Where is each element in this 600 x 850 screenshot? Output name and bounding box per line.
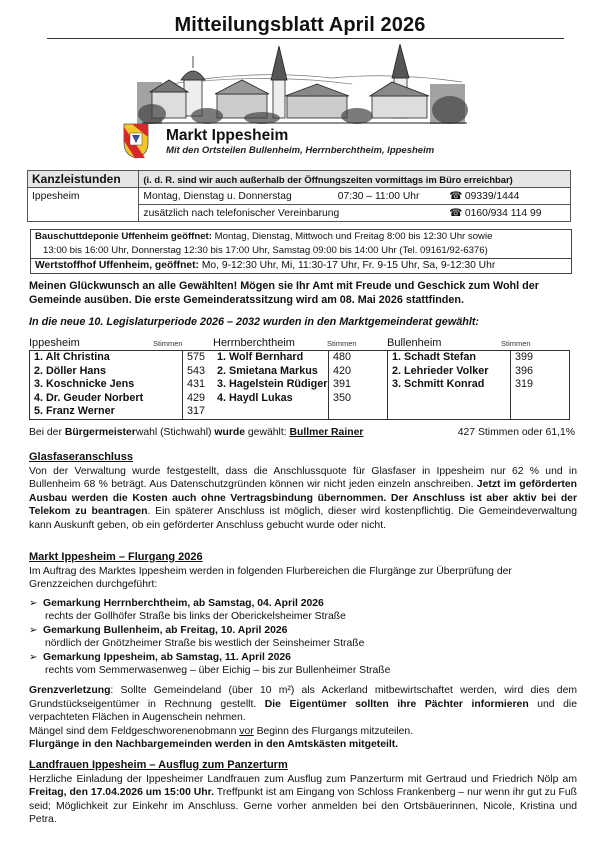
town-subtitle: Mit den Ortsteilen Bullenheim, Herrnberchtheim, Ippesheim [166, 145, 435, 156]
landfrauen-section [29, 759, 577, 827]
council-member: 3. Hagelstein Rüdiger 391 [213, 378, 388, 392]
town-name: Markt Ippesheim [166, 127, 289, 144]
arrow-bullet-icon: ➢ [29, 651, 38, 663]
council-group-ippesheim [29, 337, 214, 420]
wertstoff-label: Wertstoffhof Uffenheim, geöffnet: [35, 260, 199, 271]
council-group-herrnberchtheim [213, 337, 388, 420]
glasfaser-section [29, 451, 577, 533]
office-hours-title: Kanzleistunden [28, 171, 139, 188]
deponie-label: Bauschuttdeponie Uffenheim geöffnet: [35, 231, 212, 242]
council-place: Ippesheim [29, 337, 80, 349]
flurgang-section [29, 551, 577, 592]
glasfaser-title: Glasfaseranschluss [29, 451, 133, 463]
office-hours-note: (i. d. R. sind wir auch außerhalb der Öffnungszeiten vormittags im Büro erreichbar) [139, 171, 571, 188]
flurgang-list: ➢ Gemarkung Herrnberchtheim, ab Samstag, 04. April 2026 rechts der Gollhöfer Straße bis links der Oberickelsheimer Straße ➢ Gemarkung Bullenheim, ab Freitag, 10. April 2026 nördlich der Gnötzheimer Straße bis westlich der Seinsheimer Straße ➢ Gemarkung Ippesheim, ab Samstag, 11. April 2026 rechts vom Semmerwasenweg – über Eichig – bis zur Bullenheimer Straße [29, 598, 391, 677]
council-member: 1. Schadt Stefan 399 [392, 351, 534, 363]
phone-number-1: 09339/1444 [464, 191, 520, 202]
office-hours-table [27, 170, 571, 222]
arrow-bullet-icon: ➢ [29, 598, 38, 609]
coat-of-arms-icon [123, 123, 149, 159]
flurgang-item: ➢ Gemarkung Herrnberchtheim, ab Samstag, 04. April 2026 [29, 598, 324, 609]
deponie-hours-1: Montag, Dienstag, Mittwoch und Freitag 8:00 bis 12:30 Uhr sowie [211, 231, 493, 242]
votes-label: Stimmen [327, 339, 357, 348]
village-skyline-illustration [132, 44, 472, 124]
council-member: 5. Franz Werner 317 [34, 405, 206, 417]
council-member: 1. Alt Christina 575 [34, 351, 206, 363]
council-intro: In die neue 10. Legislaturperiode 2026 – 2032 wurden in den Marktgemeinderat gewählt: [29, 316, 480, 328]
flurgang-intro: Im Auftrag des Marktes Ippesheim werden in folgenden Flurbereichen die Flurgänge zur Überprüfung der Grenzzeichen durchgeführt: [29, 565, 512, 591]
flurgang-item: ➢ Gemarkung Bullenheim, ab Freitag, 10. April 2026 [29, 624, 288, 636]
office-days: Montag, Dienstag u. Donnerstag [139, 188, 334, 205]
nachbar-text: Flurgänge in den Nachbargemeinden werden in den Amtskästen mitgeteilt. [29, 739, 399, 750]
office-hours-time: 07:30 – 11:00 Uhr [334, 188, 445, 205]
arrow-bullet-icon: ➢ [29, 624, 38, 636]
council-member: 1. Wolf Bernhard 480 [213, 351, 388, 365]
votes-label: Stimmen [153, 339, 183, 348]
mayor-election: Bei der Bürgermeisterwahl (Stichwahl) wurde gewählt: Bullmer Rainer 427 Stimmen oder 61,1% [29, 427, 575, 438]
waste-disposal-box [30, 229, 572, 274]
deponie-row-2 [31, 244, 571, 258]
council-group-bullenheim [387, 337, 570, 420]
phone-number-2: 0160/934 114 99 [464, 208, 542, 219]
council-member: 4. Dr. Geuder Norbert 429 [34, 391, 206, 404]
council-place: Herrnberchtheim [213, 337, 295, 349]
mayor-name: Bullmer Rainer [289, 427, 364, 438]
wertstoff-row [31, 258, 571, 273]
council-member: 2. Döller Hans 543 [34, 364, 206, 377]
office-phone-1 [445, 188, 570, 205]
mayor-result: 427 Stimmen oder 61,1% [457, 427, 575, 438]
council-member: 2. Lehrieder Volker 396 [392, 364, 534, 377]
phone-icon: ☎ [449, 208, 463, 219]
maengel-text: Mängel sind dem Feldgeschworenenobmann vor Beginn des Flurgangs mitzuteilen. [29, 726, 414, 737]
votes-label: Stimmen [501, 339, 531, 348]
council-member: 3. Schmitt Konrad 319 [392, 378, 534, 390]
phone-icon: ☎ [449, 191, 463, 202]
office-phone-2 [445, 205, 570, 222]
congrats-text: Meinen Glückwunsch an alle Gewählten! Mögen sie Ihr Amt mit Freude und Geschick zum Wohl der Gemeinde ausüben. Die erste Gemeinderatssitzung wird am 08. Mai 2026 stattfinden. [29, 280, 539, 306]
council-place: Bullenheim [387, 337, 442, 349]
wertstoff-hours: Mo, 9-12:30 Uhr, Mi, 11:30-17 Uhr, Fr. 9-15 Uhr, Sa, 9-12:30 Uhr [198, 260, 496, 271]
office-extra: zusätzlich nach telefonischer Vereinbarung [139, 205, 445, 222]
council-member: 4. Haydl Lukas 350 [213, 392, 388, 406]
office-location: Ippesheim [28, 188, 139, 205]
page-title: Mitteilungsblatt April 2026 [174, 14, 426, 36]
landfrauen-title: Landfrauen Ippesheim – Ausflug zum Panzerturm [29, 759, 288, 771]
title-divider [47, 38, 564, 39]
deponie-row [31, 230, 571, 244]
deponie-hours-2: 13:00 bis 16:00 Uhr, Donnerstag 12:30 bis 17:00 Uhr, Samstag 09:00 bis 14:00 Uhr (Tel. 09161/92-6376) [43, 245, 488, 256]
flurgang-title: Markt Ippesheim – Flurgang 2026 [29, 551, 203, 563]
council-member: 3. Koschnicke Jens 431 [34, 378, 206, 390]
council-member: 2. Smietana Markus 420 [213, 365, 388, 379]
flurgang-item: ➢ Gemarkung Ippesheim, ab Samstag, 11. April 2026 [29, 651, 291, 663]
landfrauen-text: Herzliche Einladung der Ippesheimer Landfrauen zum Ausflug zum Panzerturm mit Gertraud und Friedrich Nölp am Freitag, den 17.04.2026 um 15:00 Uhr. Treffpunkt ist am Eingang von Schloss Frankenberg – nur wenn ihr gut zu Fuß seid; Möglichkeit zur Einkehr im Anschluss. Gerne vorher anmelden bei den Ortsbäuerinnen, Nicole, Kristina und Petra. [29, 773, 578, 826]
glasfaser-text: Von der Verwaltung wurde festgestellt, dass die Anschlussquote für Glasfaser in Ippesheim nur 62 % und in Bullenheim 68 % beträgt. Aus Datenschutzgründen können wir nicht jeden einzeln anschreiben. Jetzt im geförderten Ausbau werden die Kosten auch ohne Vertragsbindung übernommen. Der Anschluss ist aber aktiv bei der Telekom zu beantragen. Ein späterer Anschluss ist möglich, dieser wird kostenpflichtig. Die Gemeindeverwaltung kann Auskunft geben, ob ein geförderter Anschluss gebucht wurde oder nicht. [29, 465, 577, 531]
grenzverletzung-text: Grenzverletzung: Sollte Gemeindeland (über 10 m²) als Ackerland mitbewirtschaftet werden, wird dies dem Grundstückseigentümer in Rechnung gestellt. Die Eigentümer sollten ihre Pächter informieren und die verpachteten Flächen in Augenschein nehmen. [29, 685, 577, 724]
office-location-empty [28, 205, 139, 222]
